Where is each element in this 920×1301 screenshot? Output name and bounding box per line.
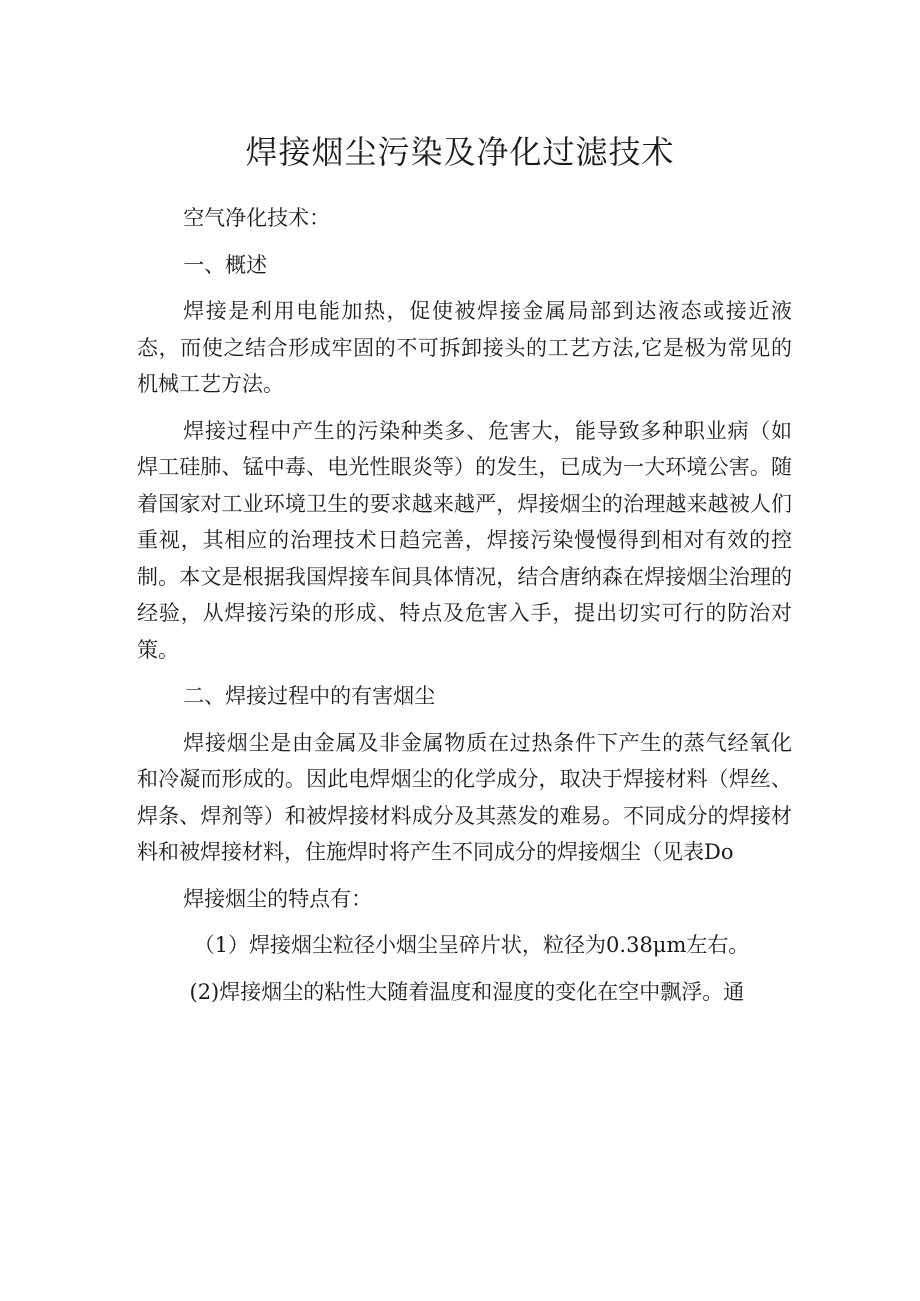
list-item-viscosity: (2)焊接烟尘的粘性大随着温度和湿度的变化在空中飘浮。通 — [189, 979, 745, 1004]
section-label-air-purification: 空气净化技术： — [183, 206, 331, 230]
paragraph-fume-formation: 焊接烟尘是由金属及非金属物质在过热条件下产生的蒸气经氧化和冷凝而形成的。因此电焊烟尘的化学成分，取决于焊接材料（焊丝、焊条、焊剂等）和被焊接材料成分及其蒸发的难易。不同成分的焊接材料和被焊接材料，住施焊时将产生不同成分的焊接烟尘（见表Do — [137, 730, 792, 864]
paragraph-welding-definition: 焊接是利用电能加热，促使被焊接金属局部到达液态或接近液态，而使之结合形成牢固的不可拆卸接头的工艺方法,它是极为常见的机械工艺方法。 — [137, 299, 792, 396]
section-heading-overview: 一、概述 — [183, 252, 268, 277]
paragraph-welding-pollution: 焊接过程中产生的污染种类多、危害大，能导致多种职业病（如焊工硅肺、锰中毒、电光性眼炎等）的发生，已成为一大环境公害。随着国家对工业环境卫生的要求越来越严，焊接烟尘的治理越来越被人们重视，其相应的治理技术日趋完善，焊接污染慢慢得到相对有效的控制。本文是根据我国焊接车间具体情况，结合唐纳森在焊接烟尘治理的经验，从焊接污染的形成、特点及危害入手，提出切实可行的防治对策。 — [137, 418, 792, 662]
document-title: 焊接烟尘污染及净化过滤技术 — [245, 133, 675, 171]
paragraph-fume-characteristics-intro: 焊接烟尘的特点有： — [183, 886, 373, 911]
section-heading-harmful-fumes: 二、焊接过程中的有害烟尘 — [183, 684, 436, 708]
list-item-particle-size: （1）焊接烟尘粒径小烟尘呈碎片状，粒径为0.38μm左右。 — [193, 933, 750, 957]
document-body — [137, 200, 792, 1020]
